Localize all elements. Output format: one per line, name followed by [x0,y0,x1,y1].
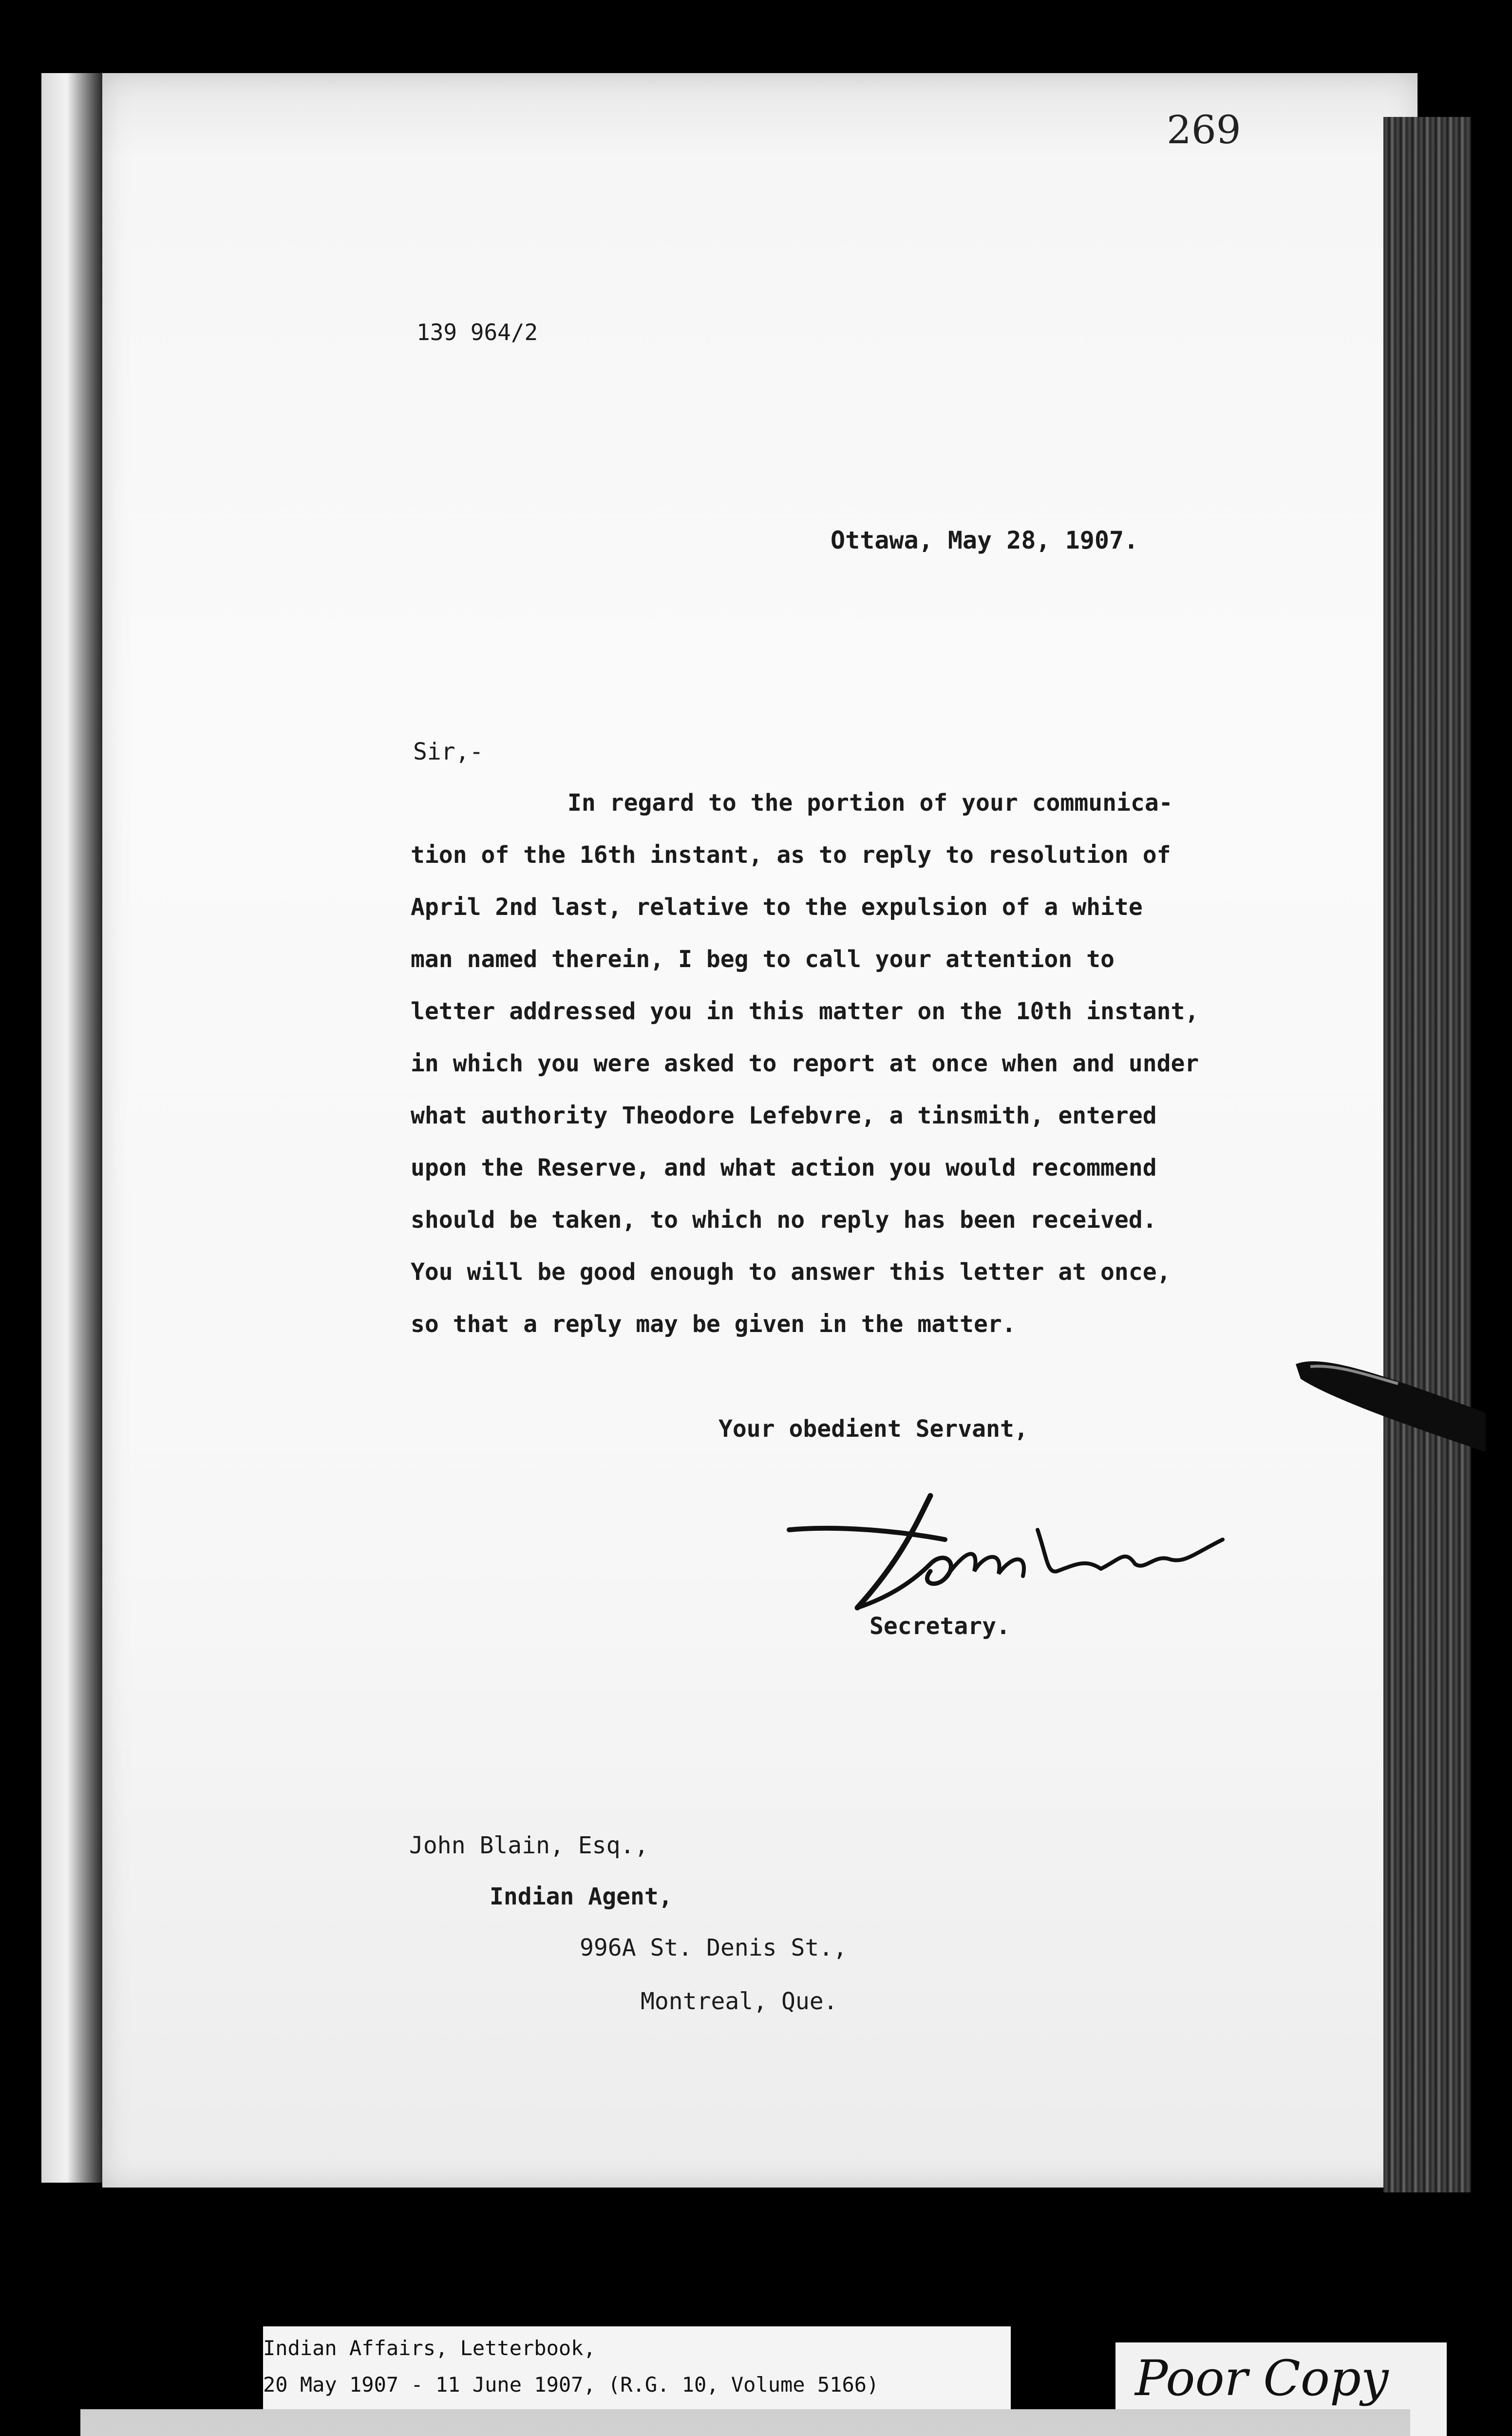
body-line: In regard to the portion of your communica- [567,789,1173,817]
file-number: 139 964/2 [416,319,538,345]
body-line: should be taken, to which no reply has been received. [411,1206,1157,1234]
archival-label-line: Indian Affairs, Letterbook, [263,2336,596,2360]
body-line: letter addressed you in this matter on the 10th instant, [411,998,1199,1025]
letter-page [102,73,1418,2188]
body-line: man named therein, I beg to call your attention to [411,946,1115,973]
closing: Your obedient Servant, [718,1415,1028,1443]
address-line: Indian Agent, [490,1883,673,1910]
handwritten-signature [784,1486,1232,1632]
body-line: so that a reply may be given in the matter. [411,1311,1016,1338]
page-number: 269 [1167,107,1241,152]
address-line: John Blain, Esq., [409,1832,649,1859]
book-page-edges [1383,117,1471,2192]
page-left-edge [41,73,105,2183]
salutation: Sir,- [413,738,484,765]
body-line: what authority Theodore Lefebvre, a tinsmith, entered [411,1102,1157,1129]
address-line: Montreal, Que. [641,1988,838,2015]
body-line: upon the Reserve, and what action you would recommend [411,1154,1157,1181]
body-line: tion of the 16th instant, as to reply to resolution of [411,841,1171,869]
pen-icon [1291,1354,1486,1462]
body-line: in which you were asked to report at once when and under [411,1050,1199,1077]
place-date: Ottawa, May 28, 1907. [831,526,1139,554]
body-line: You will be good enough to answer this letter at once, [411,1258,1171,1286]
archival-reference-label [263,2326,1011,2414]
archives-sign [80,2409,1410,2436]
signature-title: Secretary. [869,1613,1010,1640]
poor-copy-text: Poor Copy [1135,2350,1389,2407]
address-line: 996A St. Denis St., [580,1934,848,1961]
archival-label-line: 20 May 1907 - 11 June 1907, (R.G. 10, Volume 5166) [263,2373,879,2397]
body-line: April 2nd last, relative to the expulsion of a white [411,894,1143,921]
